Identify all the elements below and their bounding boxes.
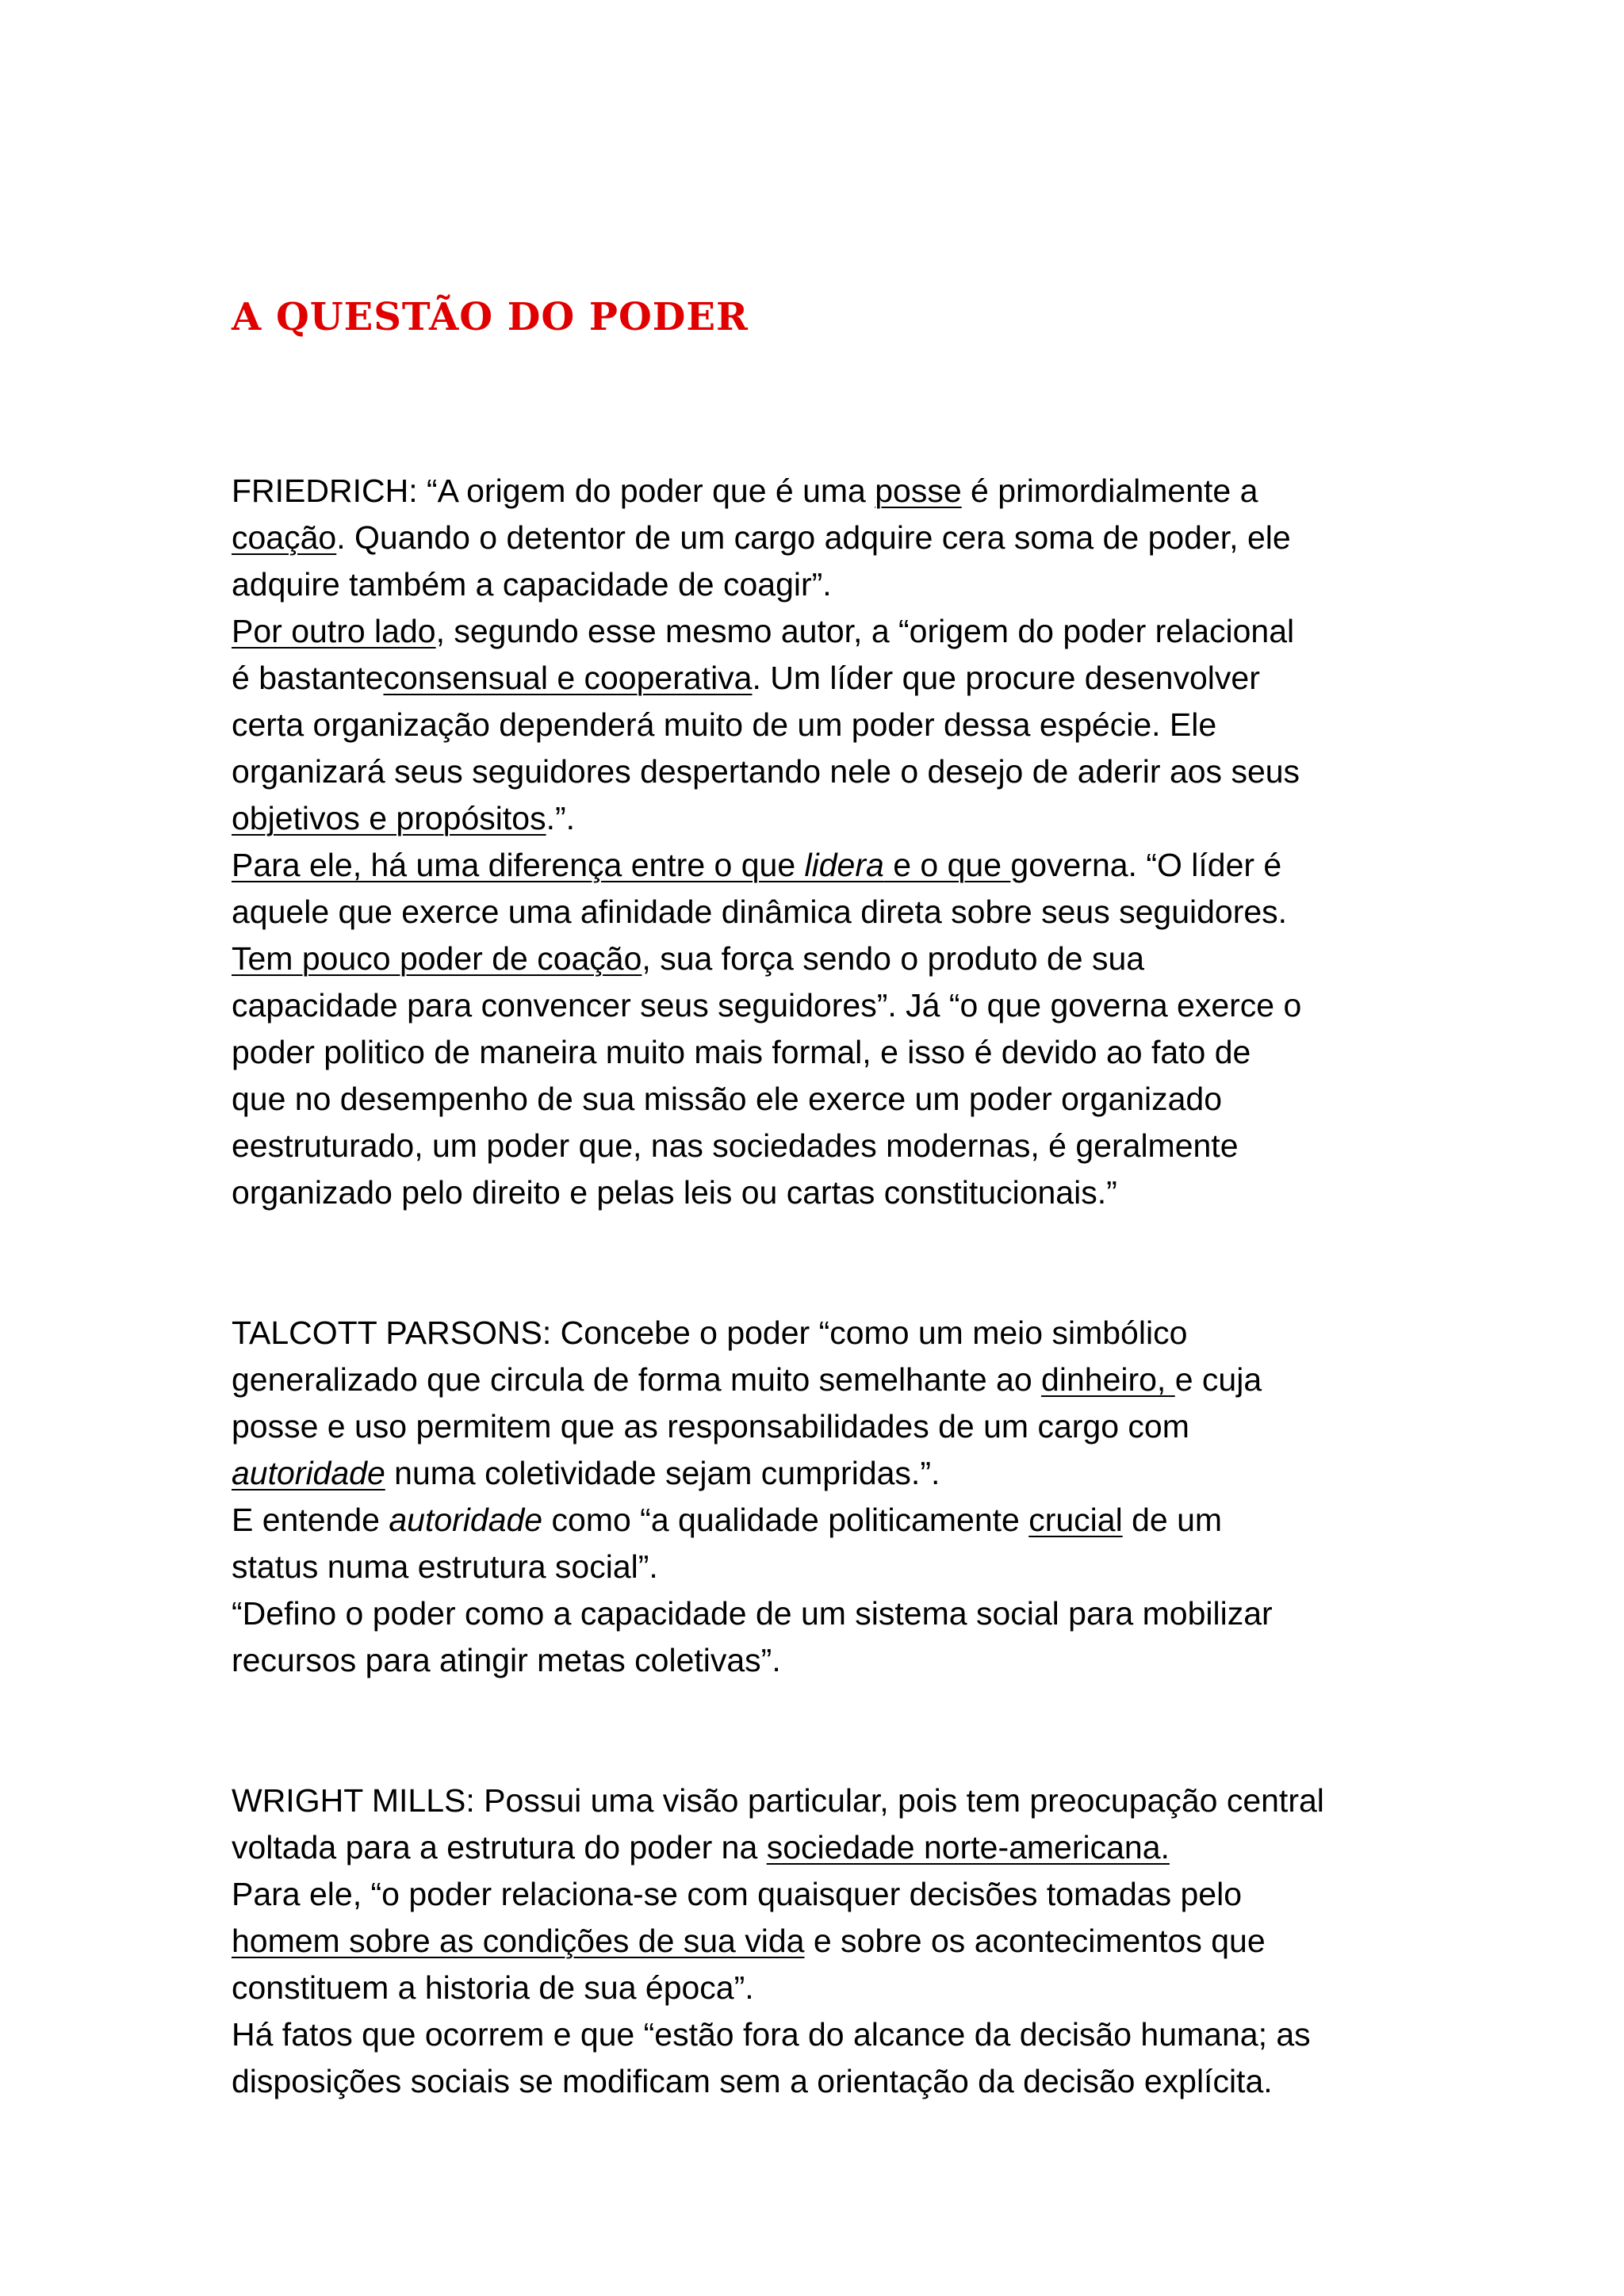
section-1 <box>232 468 1397 1216</box>
text-line <box>232 2011 1397 2058</box>
text-run: disposições sociais se modificam sem a orientação da decisão explícita. <box>232 2063 1273 2099</box>
text-run: e cuja <box>1174 1361 1262 1398</box>
text-run: governa. “O líder é <box>1010 847 1282 883</box>
underlined-text: objetivos e propósitos <box>232 800 546 836</box>
text-run: status numa estrutura social”. <box>232 1548 658 1585</box>
text-run: poder politico de maneira muito mais formal, e isso é devido ao fato de <box>232 1034 1251 1070</box>
text-line <box>232 1824 1397 1871</box>
text-run: como “a qualidade politicamente <box>542 1502 1029 1538</box>
text-run: TALCOTT PARSONS: Concebe o poder “como um meio simbólico <box>232 1314 1188 1351</box>
text-line <box>232 1497 1397 1544</box>
document-body <box>232 468 1397 2105</box>
text-run: WRIGHT MILLS: Possui uma visão particular, pois tem preocupação central <box>232 1782 1324 1819</box>
underlined-text: dinheiro, <box>1041 1361 1175 1398</box>
text-run: , segundo esse mesmo autor, a “origem do poder relacional <box>435 613 1295 649</box>
text-line <box>232 1590 1397 1637</box>
text-line <box>232 982 1397 1029</box>
text-run: eestruturado, um poder que, nas sociedades modernas, é geralmente <box>232 1127 1239 1164</box>
section-3 <box>232 1777 1397 2105</box>
text-run: . Um líder que procure desenvolver <box>752 660 1260 696</box>
underlined-text: crucial <box>1028 1502 1123 1538</box>
text-line <box>232 561 1397 608</box>
text-line <box>232 1403 1397 1450</box>
text-line <box>232 1169 1397 1216</box>
text-run: numa coletividade sejam cumpridas.”. <box>385 1455 940 1491</box>
document-title: A QUESTÃO DO PODER <box>232 295 749 339</box>
text-run: .”. <box>546 800 576 836</box>
text-run: E entende <box>232 1502 389 1538</box>
underlined-text: consensual e cooperativa <box>383 660 753 696</box>
underlined-text: lidera <box>804 847 884 883</box>
text-run: Há fatos que ocorrem e que “estão fora do alcance da decisão humana; as <box>232 2016 1311 2053</box>
text-run: “Defino o poder como a capacidade de um sistema social para mobilizar <box>232 1595 1273 1632</box>
text-line <box>232 1637 1397 1684</box>
text-line <box>232 1871 1397 1918</box>
text-run: que no desempenho de sua missão ele exerce um poder organizado <box>232 1081 1223 1117</box>
underlined-text: autoridade <box>232 1455 385 1491</box>
text-run: . Quando o detentor de um cargo adquire cera soma de poder, ele <box>336 519 1291 556</box>
text-run: , sua força sendo o produto de sua <box>642 940 1145 977</box>
text-line <box>232 1544 1397 1590</box>
underlined-text: posse <box>875 473 962 509</box>
underlined-text: sociedade norte-americana. <box>766 1829 1170 1866</box>
text-line <box>232 515 1397 561</box>
text-run: recursos para atingir metas coletivas”. <box>232 1642 781 1678</box>
text-line <box>232 608 1397 655</box>
text-run: capacidade para convencer seus seguidores”. Já “o que governa exerce o <box>232 987 1302 1024</box>
text-line <box>232 1029 1397 1076</box>
text-line <box>232 2058 1397 2105</box>
text-line <box>232 1918 1397 1965</box>
text-run: de um <box>1122 1502 1223 1538</box>
section-2 <box>232 1310 1397 1684</box>
text-line <box>232 748 1397 795</box>
underlined-text: Para ele, há uma diferença entre o que <box>232 847 805 883</box>
text-line <box>232 1123 1397 1169</box>
text-line <box>232 889 1397 936</box>
underlined-text: homem sobre as condições de sua vida <box>232 1923 805 1959</box>
underlined-text: coação <box>232 519 337 556</box>
text-run: e sobre os acontecimentos que <box>804 1923 1266 1959</box>
underlined-text: Por outro lado <box>232 613 436 649</box>
text-run: aquele que exerce uma afinidade dinâmica direta sobre seus seguidores. <box>232 894 1288 930</box>
text-run: organizado pelo direito e pelas leis ou cartas constitucionais.” <box>232 1174 1117 1211</box>
text-run: é bastante <box>232 660 384 696</box>
text-line <box>232 842 1397 889</box>
text-line <box>232 1777 1397 1824</box>
text-line <box>232 1310 1397 1357</box>
underlined-text: Tem pouco poder de coação <box>232 940 642 977</box>
text-run: Para ele, “o poder relaciona-se com quaisquer decisões tomadas pelo <box>232 1876 1243 1912</box>
text-run: certa organização dependerá muito de um poder dessa espécie. Ele <box>232 706 1217 743</box>
text-run: FRIEDRICH: “A origem do poder que é uma <box>232 473 875 509</box>
text-line <box>232 468 1397 515</box>
text-line <box>232 936 1397 982</box>
text-run: posse e uso permitem que as responsabilidades de um cargo com <box>232 1408 1189 1445</box>
text-run: voltada para a estrutura do poder na <box>232 1829 767 1866</box>
text-line <box>232 1450 1397 1497</box>
text-line <box>232 1357 1397 1403</box>
text-line <box>232 655 1397 702</box>
text-line <box>232 795 1397 842</box>
text-run: generalizado que circula de forma muito semelhante ao <box>232 1361 1042 1398</box>
italic-text: autoridade <box>389 1502 543 1538</box>
text-line <box>232 702 1397 748</box>
text-run: é primordialmente a <box>961 473 1258 509</box>
text-run: adquire também a capacidade de coagir”. <box>232 566 832 603</box>
text-run: organizará seus seguidores despertando nele o desejo de aderir aos seus <box>232 753 1300 790</box>
underlined-text: e o que <box>883 847 1011 883</box>
text-line <box>232 1965 1397 2011</box>
text-line <box>232 1076 1397 1123</box>
text-run: constituem a historia de sua época”. <box>232 1969 754 2006</box>
